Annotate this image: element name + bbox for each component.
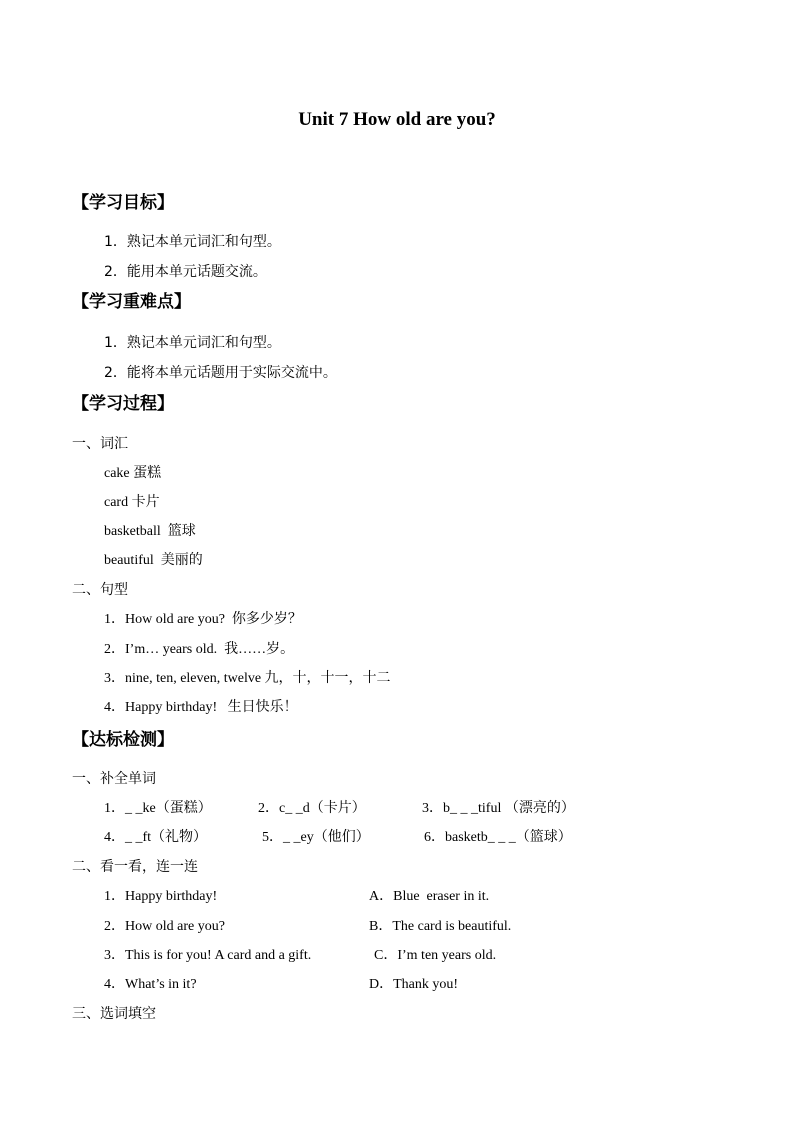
part1-heading: 一、补全单词 [72,771,156,787]
sentence-item: 2．I’m… years old. 我……岁。 [104,642,295,657]
match-left-item: 4．What’s in it? [104,977,197,992]
match-left-item: 2．How old are you? [104,919,225,934]
sentence-item: 1．How old are you? 你多少岁？ [104,612,302,627]
vocab-item: cake 蛋糕 [104,466,162,481]
part2-heading: 二、看一看，连一连 [72,859,198,875]
goal-item: 2．能用本单元话题交流。 [104,264,267,280]
match-right-item: C．I’m ten years old. [374,948,497,963]
fill-word-item: 2．c_ _d（卡片） [258,801,366,816]
sentence-heading: 二、句型 [72,582,128,598]
fill-word-item: 1．_ _ke（蛋糕） [104,801,212,816]
fill-word-item: 3．b_ _ _tiful （漂亮的） [422,801,575,816]
match-left-item: 3．This is for you! A card and a gift. [104,948,312,963]
section-heading-test: 【达标检测】 [72,730,174,750]
match-right-item: A．Blue eraser in it. [369,889,490,904]
fill-word-item: 6．basketb_ _ _（篮球） [424,830,572,845]
sentence-item: 3．nine, ten, eleven, twelve 九，十，十一，十二 [104,671,391,686]
key-point-item: 2．能将本单元话题用于实际交流中。 [104,365,337,381]
match-right-item: B．The card is beautiful. [369,919,512,934]
goal-item: 1．熟记本单元词汇和句型。 [104,234,281,250]
match-left-item: 1．Happy birthday! [104,889,218,904]
part3-heading: 三、选词填空 [72,1006,156,1022]
vocab-item: basketball 篮球 [104,524,196,539]
fill-word-item: 5．_ _ey（他们） [262,830,370,845]
fill-word-item: 4．_ _ft（礼物） [104,830,208,845]
sentence-item: 4．Happy birthday! 生日快乐！ [104,700,298,715]
section-heading-goals: 【学习目标】 [72,193,174,213]
section-heading-key-points: 【学习重难点】 [72,292,191,312]
vocab-item: beautiful 美丽的 [104,553,203,568]
vocab-item: card 卡片 [104,495,160,510]
vocab-heading: 一、词汇 [72,436,128,452]
match-right-item: D．Thank you! [369,977,459,992]
page-title: Unit 7 How old are you? [298,109,496,130]
key-point-item: 1．熟记本单元词汇和句型。 [104,335,281,351]
section-heading-process: 【学习过程】 [72,394,174,414]
